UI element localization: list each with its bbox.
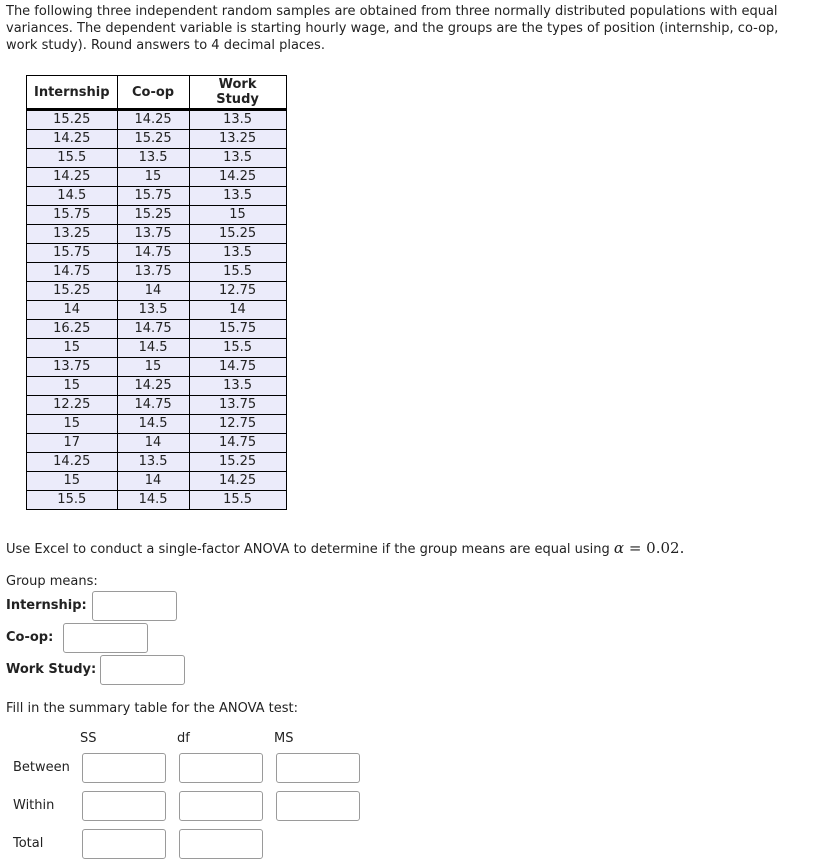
coop-value-cell: 14 bbox=[117, 434, 189, 453]
alpha-symbol: α bbox=[613, 539, 625, 557]
work-study-value-cell: 14.25 bbox=[189, 168, 286, 187]
internship-value-cell: 15 bbox=[27, 377, 118, 396]
coop-value-cell: 15.25 bbox=[117, 206, 189, 225]
table-row bbox=[27, 263, 287, 282]
work-study-mean-input[interactable] bbox=[100, 655, 185, 685]
work-study-value-cell: 15.25 bbox=[189, 453, 286, 472]
table-row bbox=[27, 320, 287, 339]
work-study-value-cell: 14.25 bbox=[189, 472, 286, 491]
work-study-value-cell: 13.5 bbox=[189, 187, 286, 206]
work-study-value-cell: 15.75 bbox=[189, 320, 286, 339]
internship-value-cell: 14.75 bbox=[27, 263, 118, 282]
internship-value-cell: 16.25 bbox=[27, 320, 118, 339]
table-row bbox=[27, 415, 287, 434]
coop-value-cell: 14.25 bbox=[117, 377, 189, 396]
table-row bbox=[27, 282, 287, 301]
anova-table-prompt: Fill in the summary table for the ANOVA test: bbox=[6, 701, 299, 716]
work-study-value-cell: 15.5 bbox=[189, 263, 286, 282]
question-period: . bbox=[679, 539, 685, 557]
internship-value-cell: 13.75 bbox=[27, 358, 118, 377]
df-column-header: df bbox=[177, 731, 190, 746]
internship-value-cell: 15 bbox=[27, 472, 118, 491]
table-header-row bbox=[27, 76, 287, 110]
table-row bbox=[27, 301, 287, 320]
coop-value-cell: 13.5 bbox=[117, 453, 189, 472]
table-row bbox=[27, 358, 287, 377]
work-study-value-cell: 13.5 bbox=[189, 244, 286, 263]
alpha-value: 0.02 bbox=[646, 539, 680, 557]
work-study-value-cell: 13.5 bbox=[189, 149, 286, 168]
work-study-value-cell: 13.5 bbox=[189, 110, 286, 130]
total-ss-input[interactable] bbox=[82, 829, 166, 859]
work-study-value-cell: 12.75 bbox=[189, 282, 286, 301]
coop-value-cell: 14.75 bbox=[117, 396, 189, 415]
table-row bbox=[27, 168, 287, 187]
between-ms-input[interactable] bbox=[276, 753, 360, 783]
table-row bbox=[27, 130, 287, 149]
work-study-mean-label: Work Study: bbox=[6, 662, 97, 677]
work-study-value-cell: 13.25 bbox=[189, 130, 286, 149]
ms-column-header: MS bbox=[274, 731, 294, 746]
within-ss-input[interactable] bbox=[82, 791, 166, 821]
total-row-label: Total bbox=[13, 836, 44, 851]
internship-value-cell: 14.5 bbox=[27, 187, 118, 206]
internship-value-cell: 12.25 bbox=[27, 396, 118, 415]
internship-value-cell: 15.25 bbox=[27, 110, 118, 130]
coop-value-cell: 14.75 bbox=[117, 244, 189, 263]
table-row bbox=[27, 472, 287, 491]
internship-value-cell: 17 bbox=[27, 434, 118, 453]
equals-sign: = bbox=[624, 539, 647, 557]
coop-value-cell: 15.25 bbox=[117, 130, 189, 149]
work-study-value-cell: 15.5 bbox=[189, 339, 286, 358]
internship-value-cell: 14.25 bbox=[27, 168, 118, 187]
col-header-work-study: Work Study bbox=[189, 76, 286, 110]
within-ms-input[interactable] bbox=[276, 791, 360, 821]
internship-mean-input[interactable] bbox=[92, 591, 177, 621]
table-row bbox=[27, 244, 287, 263]
problem-statement: The following three independent random samples are obtained from three normally distributed populations with equal variances. The dependent variable is starting hourly wage, and the groups are the types of position (internship, co-op, work study). Round answers to 4 decimal places. bbox=[6, 4, 779, 53]
internship-value-cell: 13.25 bbox=[27, 225, 118, 244]
table-row bbox=[27, 434, 287, 453]
work-study-value-cell: 12.75 bbox=[189, 415, 286, 434]
coop-mean-label: Co-op: bbox=[6, 630, 54, 645]
anova-question bbox=[6, 539, 684, 557]
within-df-input[interactable] bbox=[179, 791, 263, 821]
total-df-input[interactable] bbox=[179, 829, 263, 859]
table-row bbox=[27, 453, 287, 472]
internship-mean-label: Internship: bbox=[6, 598, 87, 613]
internship-value-cell: 15.5 bbox=[27, 149, 118, 168]
question-text: Use Excel to conduct a single-factor ANOVA to determine if the group means are equal using bbox=[6, 542, 614, 557]
work-study-value-cell: 15.5 bbox=[189, 491, 286, 510]
internship-value-cell: 15.75 bbox=[27, 206, 118, 225]
between-ss-input[interactable] bbox=[82, 753, 166, 783]
internship-value-cell: 15.25 bbox=[27, 282, 118, 301]
coop-value-cell: 15 bbox=[117, 168, 189, 187]
table-body bbox=[27, 110, 287, 510]
table-row bbox=[27, 491, 287, 510]
coop-value-cell: 14.5 bbox=[117, 415, 189, 434]
coop-value-cell: 15 bbox=[117, 358, 189, 377]
coop-value-cell: 14.5 bbox=[117, 339, 189, 358]
table-row bbox=[27, 225, 287, 244]
internship-value-cell: 15.5 bbox=[27, 491, 118, 510]
work-study-value-cell: 14.75 bbox=[189, 358, 286, 377]
internship-value-cell: 15 bbox=[27, 339, 118, 358]
internship-value-cell: 15 bbox=[27, 415, 118, 434]
group-means-heading: Group means: bbox=[6, 574, 98, 589]
within-row-label: Within bbox=[13, 798, 55, 813]
coop-mean-input[interactable] bbox=[63, 623, 148, 653]
table-row bbox=[27, 339, 287, 358]
coop-value-cell: 13.5 bbox=[117, 149, 189, 168]
between-df-input[interactable] bbox=[179, 753, 263, 783]
col-header-coop: Co-op bbox=[117, 76, 189, 110]
coop-value-cell: 14 bbox=[117, 282, 189, 301]
coop-value-cell: 13.75 bbox=[117, 263, 189, 282]
internship-value-cell: 14 bbox=[27, 301, 118, 320]
wage-data-table bbox=[26, 75, 287, 510]
table-row bbox=[27, 110, 287, 130]
coop-value-cell: 13.5 bbox=[117, 301, 189, 320]
work-study-value-cell: 14 bbox=[189, 301, 286, 320]
coop-value-cell: 14.25 bbox=[117, 110, 189, 130]
internship-value-cell: 14.25 bbox=[27, 130, 118, 149]
table-row bbox=[27, 206, 287, 225]
coop-value-cell: 14.5 bbox=[117, 491, 189, 510]
table-row bbox=[27, 377, 287, 396]
work-study-value-cell: 15 bbox=[189, 206, 286, 225]
table-row bbox=[27, 396, 287, 415]
between-row-label: Between bbox=[13, 760, 70, 775]
work-study-value-cell: 15.25 bbox=[189, 225, 286, 244]
internship-value-cell: 15.75 bbox=[27, 244, 118, 263]
ss-column-header: SS bbox=[80, 731, 97, 746]
coop-value-cell: 14.75 bbox=[117, 320, 189, 339]
coop-value-cell: 13.75 bbox=[117, 225, 189, 244]
coop-value-cell: 15.75 bbox=[117, 187, 189, 206]
table-row bbox=[27, 149, 287, 168]
coop-value-cell: 14 bbox=[117, 472, 189, 491]
col-header-internship: Internship bbox=[27, 76, 118, 110]
internship-value-cell: 14.25 bbox=[27, 453, 118, 472]
work-study-value-cell: 13.5 bbox=[189, 377, 286, 396]
table-row bbox=[27, 187, 287, 206]
work-study-value-cell: 13.75 bbox=[189, 396, 286, 415]
work-study-value-cell: 14.75 bbox=[189, 434, 286, 453]
